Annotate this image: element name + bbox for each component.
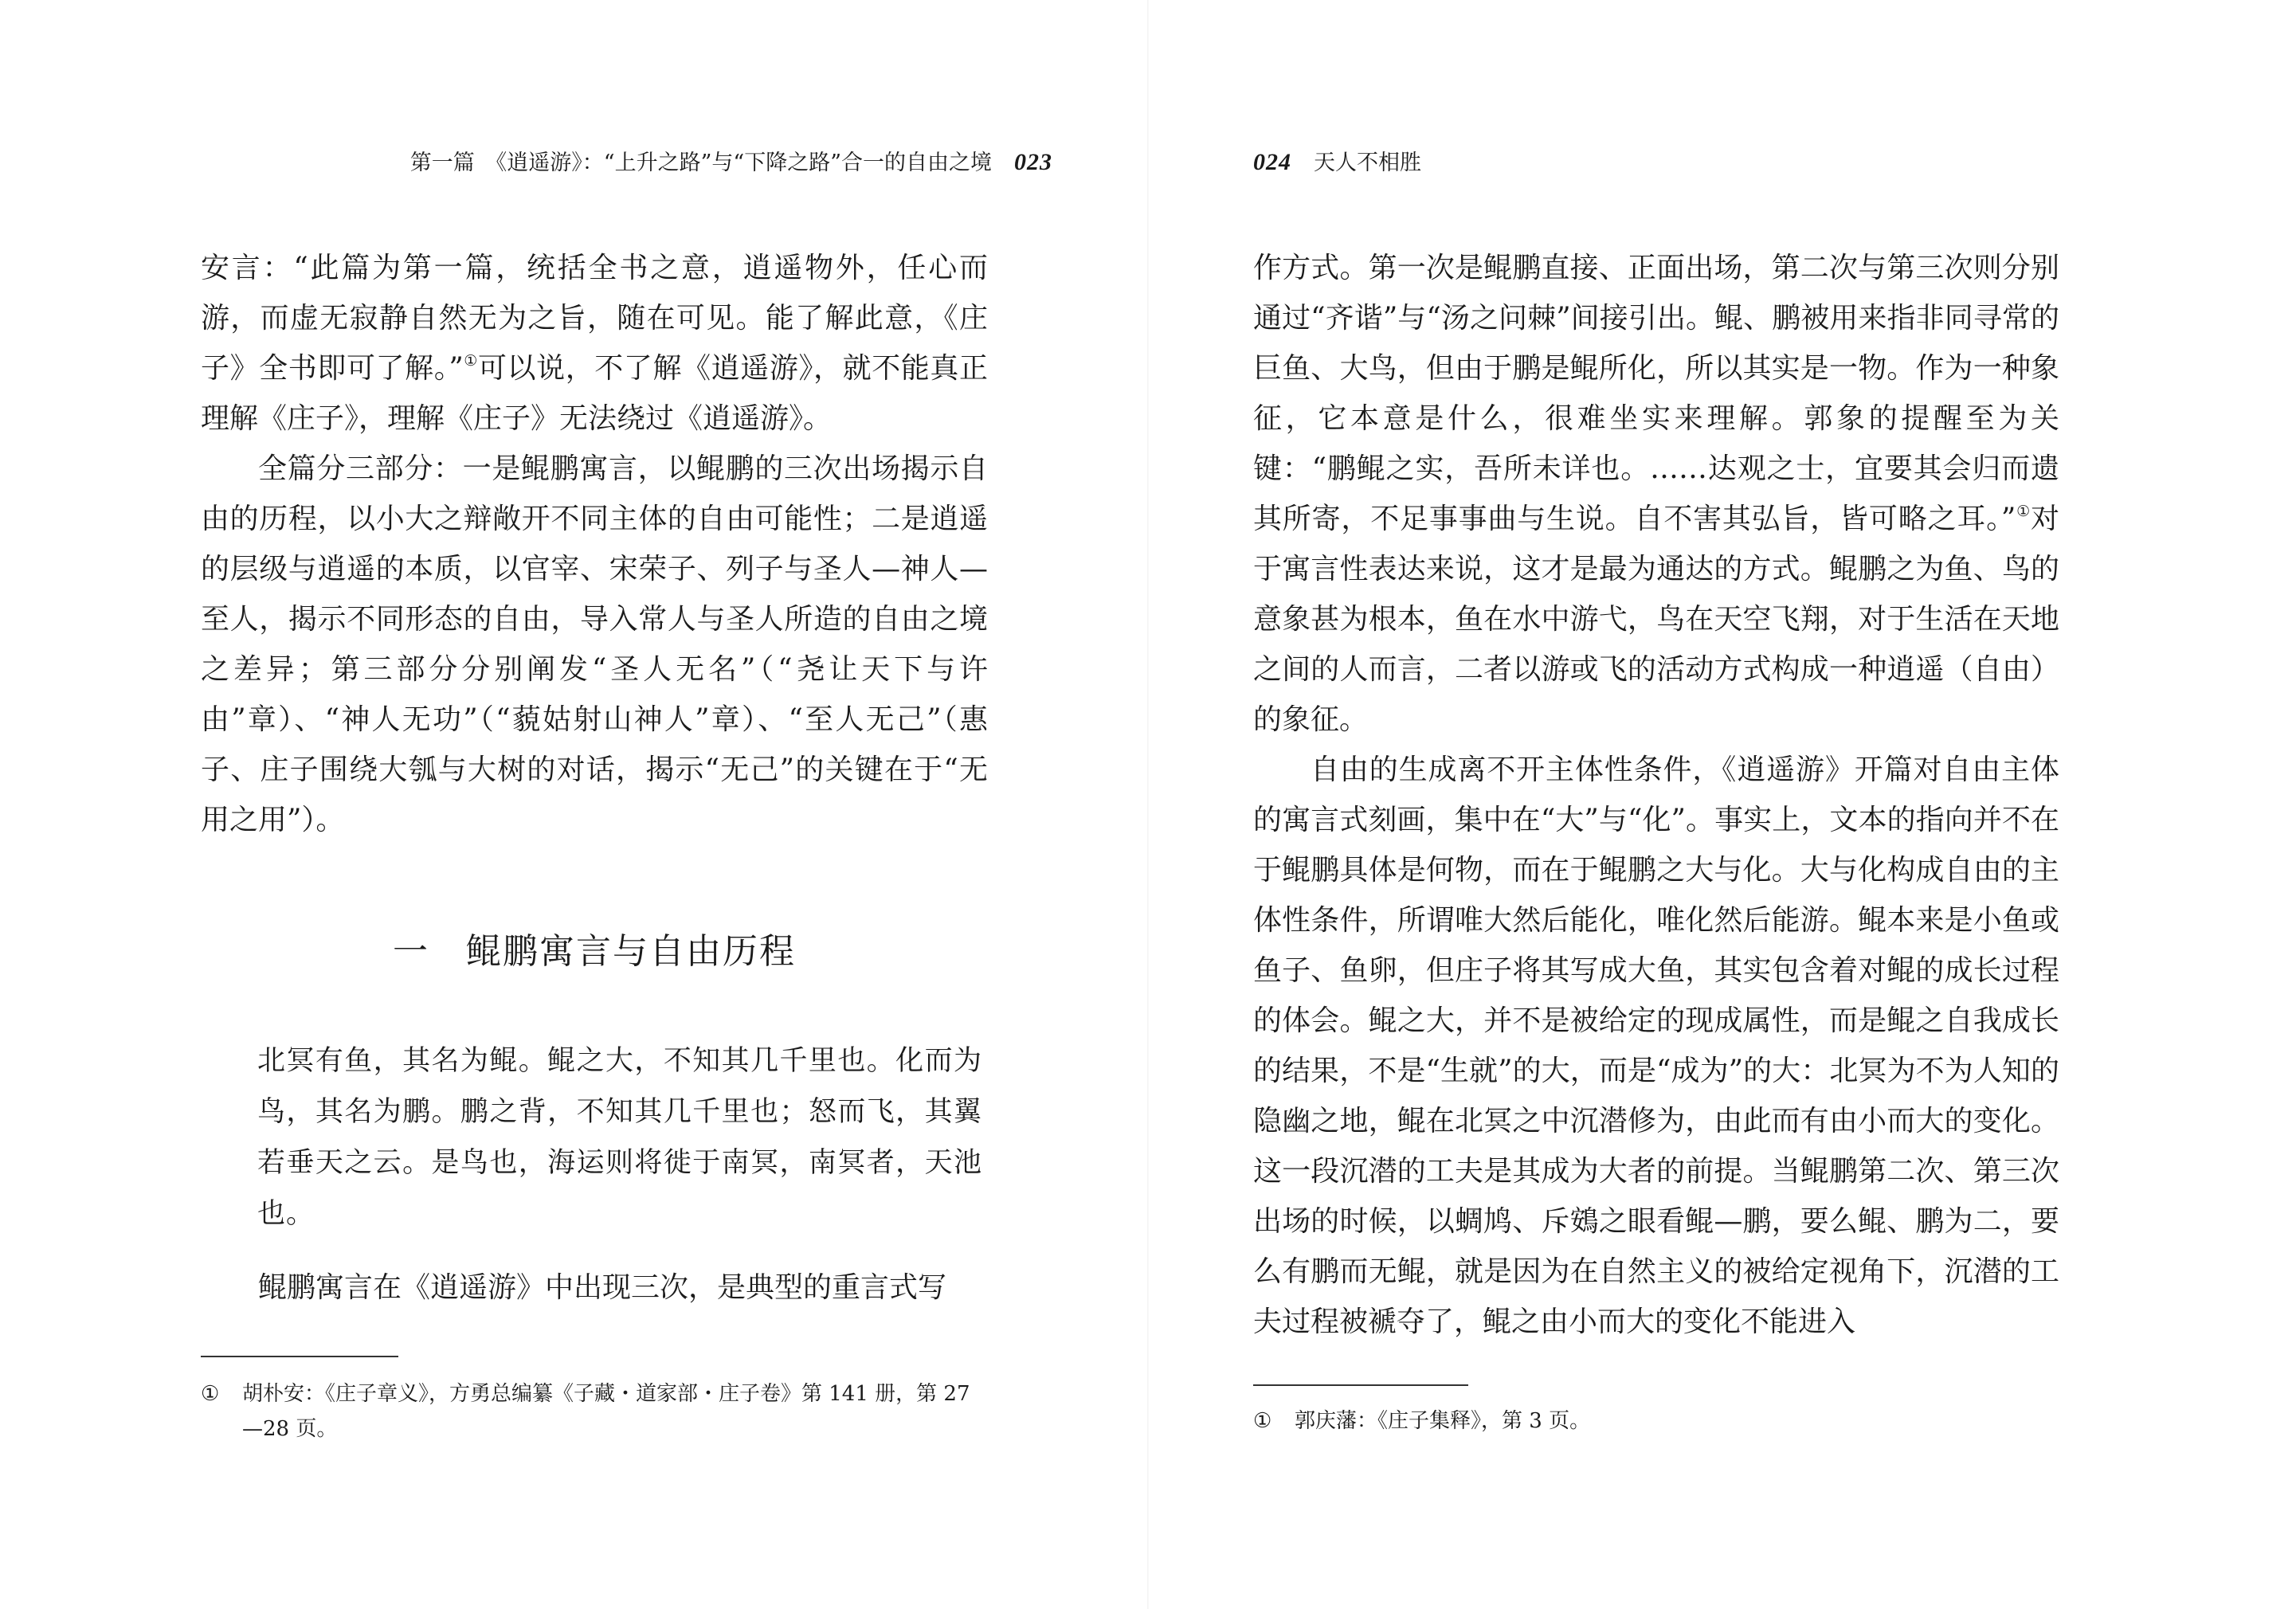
left-body-bottom xyxy=(201,1263,988,1313)
left-footnote-rule xyxy=(201,1356,398,1357)
section-title: 一 鲲鹏寓言与自由历程 xyxy=(393,931,796,972)
right-page xyxy=(1148,0,2296,1609)
footnote-ref: ① xyxy=(463,352,478,370)
right-page-number: 024 xyxy=(1253,149,1291,175)
right-footnote xyxy=(1253,1403,2059,1439)
left-footnote xyxy=(201,1376,988,1447)
left-paragraph-1: 安言：“此篇为第一篇，统括全书之意，逍遥物外，任心而游，而虚无寂静自然无为之旨，随在可见。能了解此意，《庄子》全书即可了解。”①可以说，不了解《逍遥游》，就不能真正理解《庄子》，理解《庄子》无法绕过《逍遥游》。 xyxy=(201,252,988,435)
footnote-text: 郭庆藩：《庄子集释》，第 3 页。 xyxy=(1295,1409,1591,1433)
left-paragraph-3: 鲲鹏寓言在《逍遥游》中出现三次，是典型的重言式写 xyxy=(258,1271,947,1304)
right-running-header xyxy=(1253,145,1421,176)
left-paragraph-2: 全篇分三部分：一是鲲鹏寓言，以鲲鹏的三次出场揭示自由的历程，以小大之辩敞开不同主体的自由可能性；二是逍遥的层级与逍遥的本质，以官宰、宋荣子、列子与圣人—神人—至人，揭示不同形态的自由，导入常人与圣人所造的自由之境之差异；第三部分分别阐发“圣人无名”（“尧让天下与许由”章）、“神人无功”（“藐姑射山神人”章）、“至人无己”（惠子、庄子围绕大瓠与大树的对话，揭示“无己”的关键在于“无用之用”）。 xyxy=(201,452,988,836)
right-body xyxy=(1253,243,2059,1347)
footnote-mark: ① xyxy=(1253,1409,1272,1433)
left-body-top xyxy=(201,243,988,845)
left-running-header xyxy=(410,145,1052,176)
left-page-number: 023 xyxy=(1014,149,1052,175)
footnote-mark: ① xyxy=(201,1382,220,1406)
footnote-ref: ① xyxy=(2016,503,2031,520)
right-footnote-rule xyxy=(1253,1384,1468,1386)
right-paragraph-1: 作方式。第一次是鲲鹏直接、正面出场，第二次与第三次则分别通过“齐谐”与“汤之问棘”间接引出。鲲、鹏被用来指非同寻常的巨鱼、大鸟，但由于鹏是鲲所化，所以其实是一物。作为一种象征，它本意是什么，很难坐实来理解。郭象的提醒至为关键：“鹏鲲之实，吾所未详也。……达观之士，宜要其会归而遗其所寄，不足事事曲与生说。自不害其弘旨，皆可略之耳。”①对于寓言性表达来说，这才是最为通达的方式。鲲鹏之为鱼、鸟的意象甚为根本，鱼在水中游弋，鸟在天空飞翔，对于生活在天地之间的人而言，二者以游或飞的活动方式构成一种逍遥（自由）的象征。 xyxy=(1253,252,2059,736)
left-header-title: 第一篇 《逍遥游》：“上升之路”与“下降之路”合一的自由之境 xyxy=(409,151,992,175)
right-header-title: 天人不相胜 xyxy=(1314,151,1421,175)
block-quote: 北冥有鱼，其名为鲲。鲲之大，不知其几千里也。化而为鸟，其名为鹏。鹏之背，不知其几千里也；怒而飞，其翼若垂天之云。是鸟也，海运则将徙于南冥，南冥者，天池也。 xyxy=(257,1045,982,1230)
right-paragraph-2: 自由的生成离不开主体性条件，《逍遥游》开篇对自由主体的寓言式刻画，集中在“大”与“化”。事实上，文本的指向并不在于鲲鹏具体是何物，而在于鲲鹏之大与化。大与化构成自由的主体性条件，所谓唯大然后能化，唯化然后能游。鲲本来是小鱼或鱼子、鱼卵，但庄子将其写成大鱼，其实包含着对鲲的成长过程的体会。鲲之大，并不是被给定的现成属性，而是鲲之自我成长的结果，不是“生就”的大，而是“成为”的大：北冥为不为人知的隐幽之地，鲲在北冥之中沉潜修为，由此而有由小而大的变化。这一段沉潜的工夫是其成为大者的前提。当鲲鹏第二次、第三次出场的时候，以蜩鸠、斥鴳之眼看鲲—鹏，要么鲲、鹏为二，要么有鹏而无鲲，就是因为在自然主义的被给定视角下，沉潜的工夫过程被褫夺了，鲲之由小而大的变化不能进入 xyxy=(1253,754,2059,1338)
footnote-text: 胡朴安：《庄子章义》，方勇总编纂《子藏・道家部・庄子卷》第 141 册，第 27—28 页。 xyxy=(242,1382,970,1441)
